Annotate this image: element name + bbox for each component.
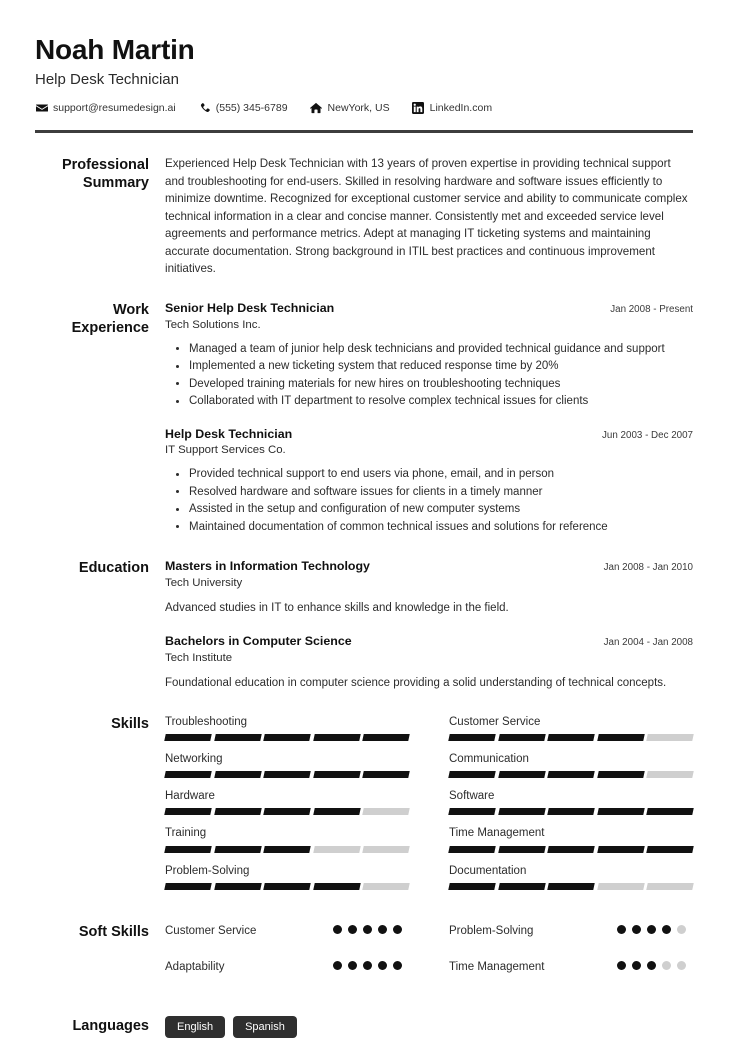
education-entries — [165, 558, 693, 691]
skill-bar-segment — [263, 846, 310, 853]
rating-dot-icon — [662, 961, 671, 970]
rating-dot-icon — [632, 961, 641, 970]
skill-bar-segment — [547, 771, 594, 778]
bullet-dot-icon — [176, 347, 179, 350]
soft-skill-rating-dots — [617, 922, 693, 934]
soft-skill-name: Time Management — [449, 960, 545, 973]
section-label-skills: Skills — [111, 715, 149, 732]
skill-bar-segment — [313, 883, 360, 890]
entry-header — [165, 426, 693, 443]
contact-text: (555) 345-6789 — [215, 101, 288, 114]
skill-bar-segment — [647, 808, 694, 815]
entry-date: Jan 2004 - Jan 2008 — [603, 636, 693, 648]
soft-skill-item — [165, 922, 409, 952]
entry-organization: Tech University — [165, 577, 243, 589]
entry-description: Foundational education in computer science providing a solid understanding of technical concepts. — [165, 676, 667, 689]
rating-dot-icon — [647, 925, 656, 934]
rating-dot-icon — [348, 961, 357, 970]
skill-bar-segment — [164, 771, 211, 778]
language-pill: English — [165, 1016, 225, 1038]
header-divider — [35, 130, 693, 133]
skill-name: Problem-Solving — [165, 864, 250, 877]
skill-bar-segment — [263, 883, 310, 890]
home-icon — [310, 101, 323, 114]
skill-bar-segment — [164, 734, 211, 741]
experience-entries — [165, 300, 693, 536]
skill-bar-segment — [214, 734, 261, 741]
entry-bullet-list — [165, 466, 693, 535]
skill-bar-segment — [547, 846, 594, 853]
rating-dot-icon — [393, 961, 402, 970]
contact-item-home[interactable] — [310, 101, 390, 114]
skill-bar-segment — [498, 883, 545, 890]
skill-bar-segment — [214, 883, 261, 890]
skill-bar-segment — [448, 771, 495, 778]
skill-bar-segment — [313, 734, 360, 741]
rating-dot-icon — [632, 925, 641, 934]
skill-bar-segment — [647, 734, 694, 741]
skill-name: Software — [449, 790, 495, 803]
experience-entry — [165, 426, 693, 536]
candidate-name: Noah Martin — [35, 34, 195, 65]
skill-bar-segment — [263, 771, 310, 778]
education-entry — [165, 558, 693, 617]
skill-bar-segment — [547, 883, 594, 890]
soft-skill-item — [449, 958, 693, 988]
skill-name: Communication — [449, 752, 529, 765]
skill-name: Troubleshooting — [165, 715, 248, 728]
resume-header — [0, 0, 730, 114]
skill-bar-segment — [498, 808, 545, 815]
skill-level-bar — [449, 771, 693, 778]
bullet-dot-icon — [176, 382, 179, 385]
skill-item — [449, 714, 693, 741]
rating-dot-icon — [617, 961, 626, 970]
entry-date: Jun 2003 - Dec 2007 — [602, 429, 693, 441]
section-label-languages: Languages — [72, 1017, 149, 1034]
skill-bar-segment — [647, 883, 694, 890]
skill-level-bar — [165, 846, 409, 853]
section-label-education: Education — [78, 560, 149, 577]
entry-bullet — [189, 484, 693, 501]
skill-bar-segment — [498, 734, 545, 741]
soft-skill-name: Adaptability — [165, 960, 225, 973]
skill-bar-segment — [547, 808, 594, 815]
skill-level-bar — [449, 883, 693, 890]
soft-skills-grid — [165, 922, 693, 994]
skill-bar-segment — [647, 846, 694, 853]
skill-bar-segment — [363, 771, 410, 778]
entry-organization: Tech Solutions Inc. — [165, 318, 261, 331]
contact-text: NewYork, US — [327, 101, 390, 114]
soft-skill-rating-dots — [617, 958, 693, 970]
entry-title: Help Desk Technician — [165, 426, 293, 441]
contact-item-linkedin[interactable] — [412, 101, 492, 114]
skill-bar-segment — [313, 846, 360, 853]
skill-bar-segment — [547, 734, 594, 741]
skills-grid — [165, 714, 693, 900]
rating-dot-icon — [677, 925, 686, 934]
skill-bar-segment — [164, 846, 211, 853]
skill-bar-segment — [214, 808, 261, 815]
bullet-dot-icon — [176, 400, 179, 403]
entry-bullet — [189, 466, 693, 483]
entry-organization: IT Support Services Co. — [165, 444, 286, 457]
contact-text: LinkedIn.com — [429, 101, 493, 114]
skill-item — [165, 751, 409, 778]
skill-level-bar — [165, 808, 409, 815]
skill-name: Training — [165, 827, 207, 840]
skill-bar-segment — [448, 846, 495, 853]
entry-bullet — [189, 358, 693, 375]
rating-dot-icon — [677, 961, 686, 970]
rating-dot-icon — [333, 925, 342, 934]
bullet-text: Collaborated with IT department to resolve complex technical issues for clients — [189, 395, 589, 408]
rating-dot-icon — [378, 925, 387, 934]
summary-text: Experienced Help Desk Technician with 13 years of proven expertise in providing technical support and troubleshooting for end-users. Skilled in resolving hardware and software issues efficiently to minimize downtime. Recognized for exceptional customer service and ability to communicate complex technical information in a clear and concise manner. Consistently met and exceeded service level agreements and performance metrics. Adept at managing IT ticketing systems and maintaining accurate documentation. Strong background in ITIL best practices and continuous improvement initiatives. — [165, 157, 688, 276]
experience-entry — [165, 300, 693, 410]
entry-header — [165, 633, 693, 650]
entry-header — [165, 300, 693, 317]
rating-dot-icon — [363, 961, 372, 970]
entry-title: Bachelors in Computer Science — [165, 633, 352, 648]
bullet-text: Provided technical support to end users via phone, email, and in person — [189, 468, 555, 481]
skill-item — [449, 788, 693, 815]
entry-bullet — [189, 501, 693, 518]
language-pill: Spanish — [233, 1016, 297, 1038]
language-pill-row — [165, 1016, 693, 1038]
skill-level-bar — [449, 808, 693, 815]
skill-bar-segment — [597, 808, 644, 815]
linkedin-icon — [412, 101, 425, 114]
rating-dot-icon — [348, 925, 357, 934]
skill-bar-segment — [263, 808, 310, 815]
skill-bar-segment — [498, 846, 545, 853]
skill-bar-segment — [597, 846, 644, 853]
rating-dot-icon — [393, 925, 402, 934]
contact-item-phone[interactable] — [198, 101, 288, 114]
candidate-job-title: Help Desk Technician — [35, 71, 179, 89]
skill-bar-segment — [597, 734, 644, 741]
phone-icon — [198, 101, 211, 114]
soft-skill-name: Problem-Solving — [449, 924, 534, 937]
entry-title: Masters in Information Technology — [165, 559, 370, 574]
skill-bar-segment — [164, 883, 211, 890]
bullet-text: Developed training materials for new hires on troubleshooting techniques — [189, 377, 561, 390]
skill-bar-segment — [214, 771, 261, 778]
contact-row — [35, 101, 693, 114]
entry-organization: Tech Institute — [165, 651, 233, 664]
entry-date: Jan 2008 - Jan 2010 — [603, 562, 693, 574]
entry-header — [165, 558, 693, 575]
skill-bar-segment — [313, 771, 360, 778]
skill-item — [449, 863, 693, 890]
skill-bar-segment — [263, 734, 310, 741]
rating-dot-icon — [647, 961, 656, 970]
rating-dot-icon — [662, 925, 671, 934]
soft-skill-item — [165, 958, 409, 988]
section-education — [0, 558, 730, 691]
skill-bar-segment — [498, 771, 545, 778]
section-professional-summary — [0, 155, 730, 278]
entry-bullet-list — [165, 341, 693, 410]
soft-skill-rating-dots — [333, 958, 409, 970]
skill-level-bar — [165, 734, 409, 741]
skill-bar-segment — [363, 808, 410, 815]
envelope-icon — [35, 101, 48, 114]
skill-bar-segment — [214, 846, 261, 853]
skill-name: Documentation — [449, 864, 527, 877]
rating-dot-icon — [333, 961, 342, 970]
skill-name: Time Management — [449, 827, 545, 840]
section-work-experience — [0, 300, 730, 536]
skill-bar-segment — [597, 883, 644, 890]
skill-bar-segment — [363, 846, 410, 853]
contact-text: support@resumedesign.ai — [53, 101, 176, 114]
entry-bullet — [189, 519, 693, 536]
skill-bar-segment — [164, 808, 211, 815]
bullet-text: Maintained documentation of common technical issues and solutions for reference — [189, 520, 608, 533]
entry-bullet — [189, 341, 693, 358]
skill-bar-segment — [363, 734, 410, 741]
rating-dot-icon — [617, 925, 626, 934]
bullet-dot-icon — [176, 508, 179, 511]
skill-item — [165, 825, 409, 852]
skill-item — [165, 714, 409, 741]
entry-bullet — [189, 376, 693, 393]
skill-bar-segment — [597, 771, 644, 778]
bullet-dot-icon — [176, 490, 179, 493]
bullet-text: Implemented a new ticketing system that reduced response time by 20% — [189, 360, 559, 373]
skill-name: Customer Service — [449, 715, 541, 728]
skill-item — [165, 863, 409, 890]
skill-item — [165, 788, 409, 815]
skill-bar-segment — [313, 808, 360, 815]
entry-description: Advanced studies in IT to enhance skills and knowledge in the field. — [165, 601, 509, 614]
rating-dot-icon — [378, 961, 387, 970]
skill-name: Hardware — [165, 790, 215, 803]
skill-level-bar — [165, 883, 409, 890]
skill-bar-segment — [647, 771, 694, 778]
bullet-dot-icon — [176, 473, 179, 476]
entry-title: Senior Help Desk Technician — [165, 300, 335, 315]
skill-bar-segment — [363, 883, 410, 890]
skill-name: Networking — [165, 752, 223, 765]
skill-bar-segment — [448, 883, 495, 890]
rating-dot-icon — [363, 925, 372, 934]
soft-skill-rating-dots — [333, 922, 409, 934]
skill-bar-segment — [448, 808, 495, 815]
skill-level-bar — [449, 734, 693, 741]
entry-bullet — [189, 393, 693, 410]
education-entry — [165, 633, 693, 692]
soft-skill-name: Customer Service — [165, 924, 257, 937]
section-skills — [0, 714, 730, 900]
bullet-text: Resolved hardware and software issues for clients in a timely manner — [189, 485, 543, 498]
skill-level-bar — [165, 771, 409, 778]
skill-level-bar — [449, 846, 693, 853]
bullet-text: Managed a team of junior help desk technicians and provided technical guidance and support — [189, 342, 665, 355]
section-label-experience: Work Experience — [71, 301, 149, 336]
section-languages — [0, 1016, 730, 1038]
soft-skill-item — [449, 922, 693, 952]
contact-item-envelope[interactable] — [35, 101, 176, 114]
bullet-dot-icon — [176, 525, 179, 528]
section-soft-skills — [0, 922, 730, 994]
section-label-soft-skills: Soft Skills — [78, 923, 149, 940]
bullet-dot-icon — [176, 365, 179, 368]
skill-item — [449, 825, 693, 852]
section-label-summary: Professional Summary — [61, 157, 149, 192]
bullet-text: Assisted in the setup and configuration of new computer systems — [189, 503, 521, 516]
entry-date: Jan 2008 - Present — [610, 303, 693, 315]
skill-bar-segment — [448, 734, 495, 741]
skill-item — [449, 751, 693, 778]
